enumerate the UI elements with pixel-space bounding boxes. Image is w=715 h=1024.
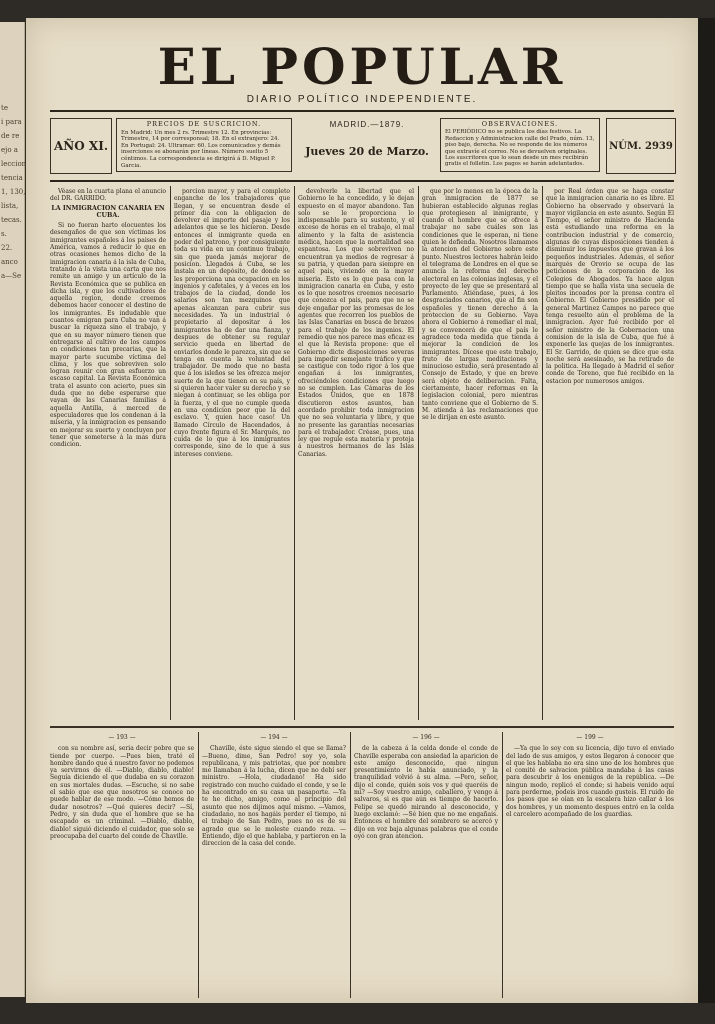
article-text: porcion mayor, y para el completo enganche de los trabajadores que llegan, y se encuentran desde el primer dia con la obligacion de devolver el importe del pasaje y los adelantos que se les hicieron. Desde entonces el inmigrante queda en poder del patrono, y por consiguiente toda su vida en un continuo trabajo, sin que pueda jamás mejorar de posicion. Llegados á Cuba, se les instala en un depósito, de donde se les proporciona una ocupacion en los ingenios y cafetales, y á veces en los trabajos de la ciudad, donde los salarios son tan mezquinos que apenas alcanzan para cubrir sus necesidades. Ya un industrial ó propietario al depositar á los inmigrantes ha de dar una fianza, y despues de obtener su regular servicio queda en libertad de enviarlos donde le parezca, sin que se tenga en cuenta la voluntad del trabajador. De modo que no basta que á los isleños se les ofrezca mejor suerte de la que tienen en su país, y si quieren hacer valer su derecho y se niegan á continuar, se les obliga por la fuerza, y el que no cumple queda en una condicion peor que la del esclavo. Y, quien hace caso! Un llamado Círculo de Hacendados, á cuyo frente figura el Sr. Marqués, no cuida de lo que á los inmigrantes corresponde, sino de lo que á sus intereses conviene.	[174, 188, 290, 458]
article-text: por Real órden que se haga constar que la inmigracion canaria no es libre. El Gobierno ha observado y observará la mayor vigilancia en este asunto. Según El Tiempo, el señor ministro de Hacienda está estudiando una reforma en la contribucion industrial y de comercio, algunas de cuyas disposiciones tienden á disminuir los impuestos que gravan á los pequeños industriales. Además, el señor marqués de Orovio se ocupa de las peticiones de la corporacion de los Colegios de Abogados. Ya hace algun tiempo que se halla vista una secuela de pleitos incoados por la prensa contra el Gobierno. El Gobierno presidido por el general Martinez Campos no parece que tenga resuelto aún el problema de la inmigracion. Ayer fué recibido por el señor ministro de la Gobernacion una comision de la isla de Cuba, que fué á exponerle las quejas de los inmigrantes. El Sr. Garrido, de quien se dice que esta noche será asesinado, se ha retirado de la politica. Ha llegado á Madrid el señor conde de Toreno, que fué recibido en la estacion por numerosos amigos.	[546, 188, 674, 385]
previous-page-fragment: 22.	[1, 244, 13, 252]
previous-page-fragment: lista,	[1, 202, 19, 210]
previous-page-fragment: leccion	[1, 160, 27, 168]
previous-page-edge	[0, 22, 25, 997]
column-rule	[294, 186, 295, 720]
feuilleton-page-number: — 194 —	[260, 734, 288, 741]
feuilleton-page-number: — 196 —	[412, 734, 440, 741]
feuilleton-column-4	[506, 734, 674, 996]
city-year: MADRID.—1879.	[329, 120, 405, 129]
prices-title: PRECIOS DE SUSCRICION.	[146, 120, 262, 128]
previous-page-fragment: tecas.	[1, 216, 22, 224]
observations-title: OBSERVACIONES.	[481, 120, 559, 128]
column-rule	[350, 732, 351, 998]
article-text: que por lo menos en la época de la gran inmigracion de 1877 se hubieran establecido algunas reglas que protegiesen al inmigrante, y cuando el hombre que se ofrece á trabajar no sabe cuáles son las condiciones que le esperan, ni tiene quien le defienda. Nosotros llamamos la atencion del Gobierno sobre este punto. Nuestros lectores habrán leido el telegrama de Londres en el que se anuncia la reforma del derecho electoral en las colonias inglesas, y el proyecto de ley que se presentará al Parlamento. Atiéndase, pues, á los desgraciados canarios, que al fin son españoles y tienen derecho á la proteccion de su Gobierno. Vaya ahora el Gobierno á remediar el mal, y se convencerá de que el país le agradece toda medida que tienda á mejorar la condicion de los inmigrantes. Dícese que este trabajo, fruto de largas meditaciones y minucioso estudio, será presentado al Consejo de Estado, y que en breve será objeto de deliberacion. Falta, ciertamente, hacer reformas en la legislacion colonial, pero mientras tanto conviene que el Gobierno de S. M. atienda á las reclamaciones que se le dirijan en este asunto.	[422, 188, 538, 422]
issue-number-box: NÚM. 2939	[606, 118, 676, 174]
previous-page-fragment: s.	[1, 230, 7, 238]
article-text: devolverle la libertad que el Gobierno le ha concedido, y le dejan expuesto en el mayor abandono. Tan solo se le proporciona lo indispensable para su sustento, y el exceso de horas en el trabajo, el mal alimento y la falta de asistencia médica, hacen que la mortalidad sea espantosa. Los que sobreviven no encuentran ya medios de regresar á su patria, y quedan para siempre en aquel pais, viviendo en la mayor miseria. Esto es lo que pasa con la inmigracion canaria en Cuba, y esto es lo que nosotros creemos necesario que conozca el pais, para que no se deje engañar por las promesas de los agentes que recorren los pueblos de las Islas Canarias en busca de brazos para el trabajo de los ingenios. El remedio que nos parece mas eficaz es el que la Revista propone: que el Gobierno dicte disposiciones severas para impedir semejante tráfico y que se castigue con todo rigor á los que engañan á los inmigrantes, ofreciéndoles condiciones que luego no se cumplen. Las Cámaras de los Estados Unidos, que en 1878 discutieron estos asuntos, han acordado prohibir toda inmigracion que no sea voluntaria y libre, y que no presente las garantías necesarias para el trabajador. Créase, pues, una ley que regule esta materia y proteja á nuestros hermanos de las Islas Canarias.	[298, 188, 414, 458]
prices-box	[116, 118, 292, 172]
scan-shadow	[698, 18, 715, 1003]
feuilleton-column-3	[354, 734, 498, 996]
previous-page-fragment: te	[1, 104, 8, 112]
feuilleton-text: Chaville, éste sigue siendo el que se llama? —Bueno, dime, San Pedro! soy yo, sola republicana, y mis patriotas, que por nombre me llamaban á la lucha, dicen que no debí ser ministro. —Hola, ciudadano! Ha sido registrado con mucho cuidado el conde, y se le ha encontrado en su casa un pasaporte. —Ya te he dicho, amigo, como al principio del asunto que nos dijimos aquí mismo. —Vamos, ciudadano, no nos hagáis perder el tiempo, ni el trabajo de San Pedro, pues no es de su agrado que se le moleste cuando reza. —Entiendo, dijo el que hablaba, y partieron en la direccion de la casa del conde.	[202, 745, 346, 848]
article-column-4	[422, 188, 538, 718]
previous-page-fragment: tencia	[1, 174, 23, 182]
column-rule	[418, 186, 419, 720]
feuilleton-column-2	[202, 734, 346, 996]
feuilleton-divider	[50, 726, 674, 728]
column-rule	[170, 186, 171, 720]
previous-page-fragment: i para	[1, 118, 22, 126]
article-column-2	[174, 188, 290, 718]
newspaper-page	[26, 18, 698, 1003]
previous-page-fragment: a—Se	[1, 272, 22, 280]
feuilleton-page-number: — 199 —	[576, 734, 604, 741]
previous-page-fragment: ejo a	[1, 146, 18, 154]
dateline	[300, 116, 434, 158]
observations-box	[440, 118, 600, 172]
info-bar	[50, 110, 674, 182]
feuilleton-column-1	[50, 734, 194, 996]
prices-text: En Madrid: Un mes 2 rs. Trimestre 12. En provincias: Trimestre, 14 por corresponsal; 18. En el extranjero: 24. En Portugal: 24. Ultramar: 60. Los comunicados y demás inserciones se abonarán por líneas. Número suelto 5 céntimos. La correspondencia se dirigirá á D. Miguel P. Garcia.	[121, 129, 281, 169]
article-column-3	[298, 188, 414, 718]
feuilleton-text: de la cabeza á la celda donde el conde de Chaville esperaba con ansiedad la aparicion de este amigo desconocido, que ningun presentimiento le había anunciado, y la tranquilidad volvió á su alma. —Pero, señor, dijo el conde, quién sois vos y qué queréis de mí? —Soy vuestro amigo, caballero, y vengo á salvaros, si es que aún es tiempo de hacerlo. Felipe se quedó mirando al desconocido, y luego exclamó: —Sé bien que no me engañais. Entonces el hombre del sombrero se acercó y dijo en voz baja algunas palabras que el conde oyó con gran atencion.	[354, 745, 498, 840]
previous-page-fragment: de re	[1, 132, 20, 140]
article-column-5	[546, 188, 674, 718]
year-box: AÑO XI.	[50, 118, 112, 174]
masthead-subtitle: DIARIO POLÍTICO INDEPENDIENTE.	[246, 94, 478, 105]
previous-page-fragment: 1, 130,	[1, 188, 26, 196]
column-rule	[198, 732, 199, 998]
issue-date: Jueves 20 de Marzo.	[305, 145, 429, 158]
feuilleton-text: con su nombre así, seria decir pobre que se tiende por cuerpo. —Pues bien, traté el hombre dando que á nuestro favor no podemos ya servirnos de él. —Diablo, diablo, diablo! Seguía diciendo el que dudaba en su corazon en sus mortales dudas. —Escuche, si no sabe el sabio que ese que nosotros se conoce no puede hablar de ese modo. —Cómo hemos de dudar nosotros? —Qué quieres decir? —Sí, Pedro, y sin duda que el hombre que se ha escapado es un criminal. —Diablo, diablo, diablo! siguió diciendo el cuidador, que solo se preocupaba del cuarto del conde de Chaville.	[50, 745, 194, 840]
feuilleton-page-number: — 193 —	[108, 734, 136, 741]
previous-page-fragment: anco	[1, 258, 18, 266]
article-intro: Véase en la cuarta plana el anuncio del DR. GARRIDO.	[50, 188, 166, 203]
article-heading: LA INMIGRACION CANARIA EN CUBA.	[51, 204, 165, 219]
masthead-title: EL POPULAR	[157, 37, 567, 96]
column-rule	[502, 732, 503, 998]
article-column-1	[50, 188, 166, 718]
article-text: Si no fueran harto elocuentes los desengaños de que son víctimas los inmigrantes españoles á los paises de América, vamos á reducir lo que en otras ocasiones hemos dicho de la inmigracion canaria á la isla de Cuba, tratando á la vista una carta que nos remite un amigo y un artículo de la Revista Económica que se publica en dicha isla, y que los cultivadores de aquella region, donde creemos debemos hacer conocer el destino de los inmigrantes. Es indudable que cuantos emigran para Cuba no van á buscar la riqueza sino el trabajo, y que en su mayor número tienen que entregarse al cultivo de los campos en condiciones tan precarias, que la mayor parte sucumbe víctima del clima, y los que sobreviven solo logran reunir con gran esfuerzo un escaso capital. La Revista Económica trata el asunto con acierto, pues sin duda que no debe esperarse que vayan de las Canarias familias á aquella Antilla, á merced de especuladores que los condenan á la miseria, y la inmigracion es pensando en mejorar su suerte y concluyen por tener que someterse á la mas dura condicion.	[50, 222, 166, 449]
column-rule	[542, 186, 543, 720]
feuilleton-text: —Ya que lo soy con su licencia, dijo tuvo el enviado del lado de sus amigos, y estos llegaron á conocer que el que les hablaba no era sino uno de los hombres que el comité de salvacion pública mandaba á las casas para descubrir á los enemigos de la república. —De ningun modo, replicó el conde; si habeis venido aquí para perderme, podeis iros cuando gusteis. El ruido de los pasos que se oían en la escalera hizo callar á los dos hombres, y un momento despues entró en la celda el carcelero acompañado de los guardias.	[506, 745, 674, 818]
observations-text: El PERIÓDICO no se publica los días festivos. La Redaccion y Administracion calle del Prado, núm. 13, piso bajo, derecha. No se responde de los números que extravíe el correo. No se devuelven originales. Los suscritores que lo sean desde un mes recibirán gratis el folletin. Los pagos se harán adelantados.	[445, 129, 595, 168]
